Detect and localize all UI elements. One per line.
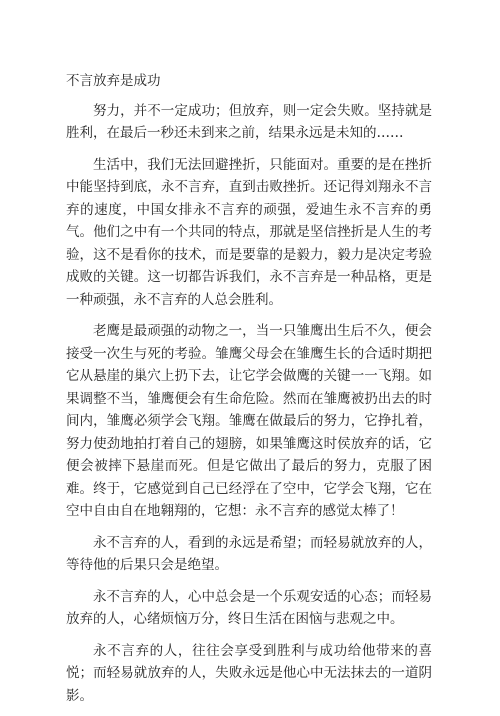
article-body [66,70,432,716]
article-title: 不言放弃是成功 [66,73,161,89]
paragraph-4: 永不言弃的人，看到的永远是希望；而轻易就放弃的人，等待他的后果只会是绝望。 [66,534,432,573]
paragraph-5: 永不言弃的人，心中总会是一个乐观安适的心态；而轻易放弃的人，心绪烦恼万分，终日生活在困恼与悲观之中。 [66,588,432,627]
paragraph-3: 老鹰是最顽强的动物之一，当一只雏鹰出生后不久，便会接受一次生与死的考验。雏鹰父母会在雏鹰生长的合适时期把它从悬崖的巢穴上扔下去，让它学会做鹰的关键一一飞翔。如果调整不当，雏鹰便会有生命危险。然而在雏鹰被扔出去的时间内，雏鹰必须学会飞翔。雏鹰在做最后的努力，它挣扎着，努力使劲地拍打着自己的翅膀，如果雏鹰这时侯放弃的话，它便会被摔下悬崖而死。但是它做出了最后的努力，克服了困难。终于，它感觉到自己已经浮在了空中，它学会飞翔，它在空中自由自在地翱翔的，它想：永不言弃的感觉太棒了！ [66,323,432,519]
paragraph-6: 永不言弃的人，往往会享受到胜利与成功给他带来的喜悦；而轻易就放弃的人，失败永远是他心中无法抹去的一道阴影。 [66,642,432,704]
paragraph-2: 生活中，我们无法回避挫折，只能面对。重要的是在挫折中能坚持到底，永不言弃，直到击败挫折。还记得刘翔永不言弃的速度，中国女排永不言弃的顽强，爱迪生永不言弃的勇气。他们之中有一个共同的特点，那就是坚信挫折是人生的考验，这不是看你的技术，而是要靠的是毅力，毅力是决定考验成败的关键。这一切都告诉我们，永不言弃是一种品格，更是一种顽强，永不言弃的人总会胜利。 [66,156,432,308]
paragraph-1: 努力，并不一定成功；但放弃，则一定会失败。坚持就是胜利，在最后一秒还未到来之前，结果永远是未知的…… [66,102,432,141]
